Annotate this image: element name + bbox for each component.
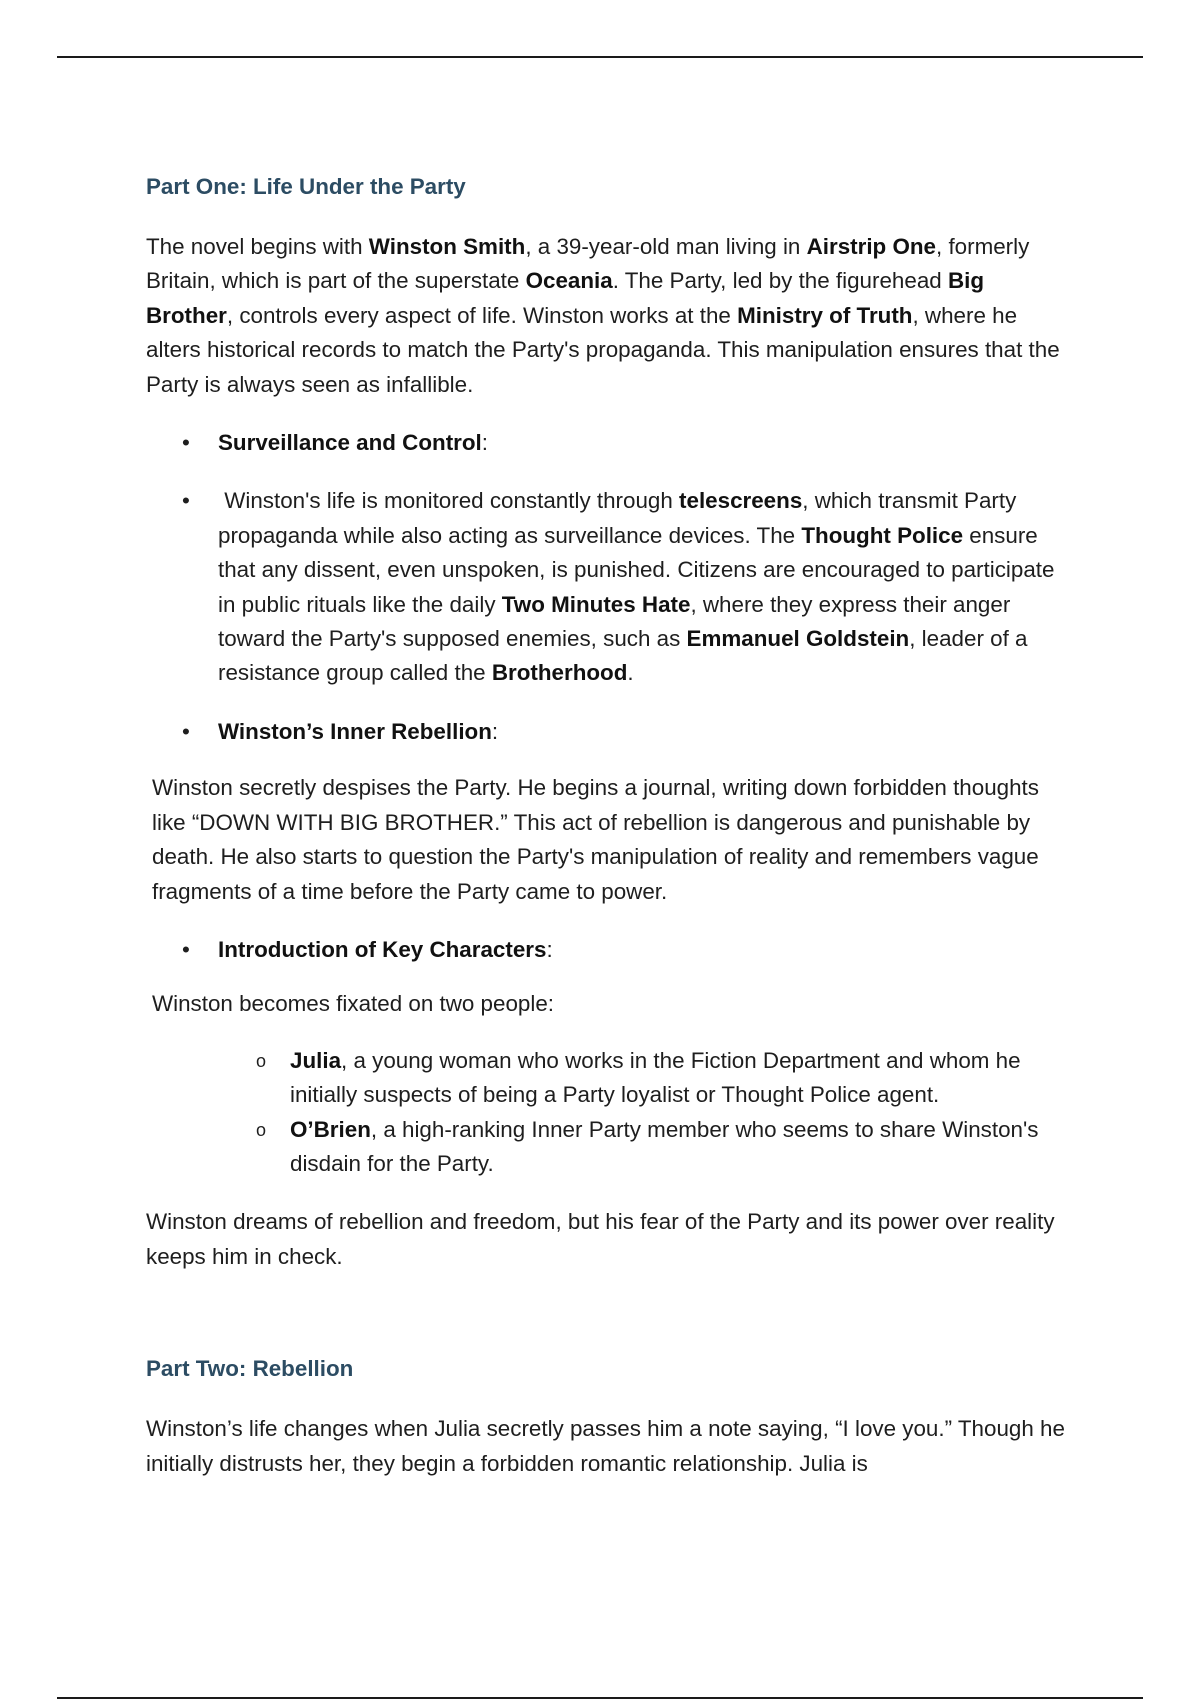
term-two-minutes-hate: Two Minutes Hate — [501, 591, 691, 617]
dream-paragraph: Winston dreams of rebellion and freedom, but his fear of the Party and its power over reality keeps him in check. — [146, 1209, 1055, 1269]
bullet-list-surveillance — [146, 426, 1066, 749]
bullet-marker: • — [182, 718, 190, 744]
term-emmanuel-goldstein: Emmanuel Goldstein — [686, 626, 910, 652]
section-two-heading: Part Two: Rebellion — [146, 1356, 354, 1382]
fixated-paragraph: Winston becomes fixated on two people: — [152, 991, 555, 1017]
section-one-heading: Part One: Life Under the Party — [146, 174, 466, 199]
top-horizontal-rule — [57, 56, 1143, 58]
bullet-heading-inner-rebellion: Winston’s Inner Rebellion — [218, 718, 492, 744]
character-sublist — [146, 1044, 1066, 1182]
term-oceania: Oceania — [525, 268, 613, 294]
bullet-marker: • — [182, 488, 190, 514]
bullet-marker: • — [182, 430, 190, 456]
bottom-horizontal-rule — [57, 1697, 1143, 1699]
bullet-list-characters — [146, 933, 1066, 967]
bullet-heading-surveillance: Surveillance and Control — [218, 430, 482, 456]
bullet-item-key-characters: • Introduction of Key Characters: — [146, 933, 1066, 967]
term-brotherhood: Brotherhood — [491, 660, 628, 686]
bullet-heading-key-characters: Introduction of Key Characters — [218, 936, 547, 962]
bullet-item-inner-rebellion: • Winston’s Inner Rebellion: — [146, 715, 1066, 749]
character-name-julia: Julia — [290, 1047, 342, 1073]
bullet-item-telescreens: • Winston's life is monitored constantly through telescreens, which transmit Party propaganda while also acting as surveillance devices. The Thought Police ensure that any dissent, even unspoken, is punished. Citizens are encouraged to participate in public rituals like the daily Two Minutes Hate, where they express their anger toward the Party's supposed enemies, such as Emmanuel Goldstein, leader of a resistance group called the Brotherhood. — [146, 484, 1066, 690]
character-item-julia: o Julia, a young woman who works in the Fiction Department and whom he initially suspects of being a Party loyalist or Thought Police agent. — [146, 1044, 1066, 1113]
character-name-obrien: O’Brien — [290, 1116, 371, 1142]
sub-bullet-marker: o — [256, 1050, 267, 1071]
section-two-paragraph: Winston’s life changes when Julia secretly passes him a note saying, “I love you.” Though he initially distrusts her, they begin a forbidden romantic relationship. Julia is — [146, 1416, 1065, 1476]
term-ministry-of-truth: Ministry of Truth — [737, 302, 913, 328]
term-winston-smith: Winston Smith — [368, 234, 526, 259]
sub-bullet-marker: o — [256, 1119, 267, 1140]
term-big-brother: Big Brother — [146, 268, 985, 328]
bullet-item-surveillance: • Surveillance and Control: — [146, 426, 1066, 460]
bullet-marker: • — [182, 936, 190, 962]
inner-rebellion-paragraph: Winston secretly despises the Party. He begins a journal, writing down forbidden thoughts like “DOWN WITH BIG BROTHER.” This act of rebellion is dangerous and punishable by death. He also starts to question the Party's manipulation of reality and remembers vague fragments of a time before the Party came to power. — [152, 775, 1039, 904]
document-body — [146, 170, 1066, 1481]
character-item-obrien: o O’Brien, a high-ranking Inner Party member who seems to share Winston's disdain for the Party. — [146, 1113, 1066, 1182]
term-telescreens: telescreens — [679, 488, 803, 514]
term-thought-police: Thought Police — [801, 522, 964, 548]
term-airstrip-one: Airstrip One — [806, 234, 936, 259]
intro-paragraph: The novel begins with Winston Smith, a 39-year-old man living in Airstrip One, formerly Britain, which is part of the superstate Oceania. The Party, led by the figurehead Big Brother, controls every aspect of life. Winston works at the Ministry of Truth, where he alters historical records to match the Party's propaganda. This manipulation ensures that the Party is always seen as infallible. — [146, 234, 1060, 397]
